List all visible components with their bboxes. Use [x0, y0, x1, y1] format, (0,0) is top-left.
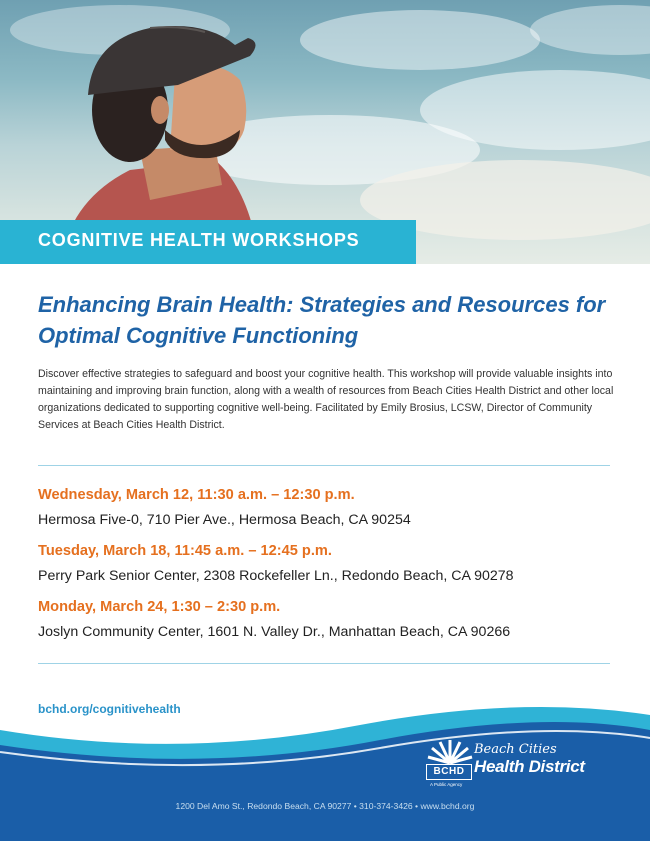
event-date-2: Tuesday, March 18, 11:45 a.m. – 12:45 p.m. — [38, 543, 332, 559]
logo-main-text: Health District — [474, 757, 585, 776]
bchd-logo — [422, 736, 592, 796]
logo-subtext: A Public Agency — [430, 782, 463, 787]
sunburst-icon — [425, 736, 475, 766]
event-location-2: Perry Park Senior Center, 2308 Rockefeller Ln., Redondo Beach, CA 90278 — [38, 568, 514, 584]
divider-top — [38, 465, 610, 466]
logo-box-text: BCHD — [426, 764, 472, 780]
footer-contact: 1200 Del Amo St., Redondo Beach, CA 90277 • 310-374-3426 • www.bchd.org — [175, 801, 475, 811]
logo-top-text: Beach Cities — [474, 742, 557, 757]
website-link[interactable]: bchd.org/cognitivehealth — [38, 702, 181, 716]
workshop-description: Discover effective strategies to safeguard and boost your cognitive health. This workshop will provide valuable insights into maintaining and improving brain function, along with a wealth of resources from Beach Cities Health District and other local organizations dedicated to supporting cognitive well-being. Facilitated by Emily Brosius, LCSW, Director of Community Services at Beach Cities Health District. — [38, 368, 614, 431]
banner-heading: COGNITIVE HEALTH WORKSHOPS — [38, 230, 360, 250]
event-location-1: Hermosa Five-0, 710 Pier Ave., Hermosa Beach, CA 90254 — [38, 512, 411, 528]
section-banner — [0, 220, 416, 264]
workshop-title: Enhancing Brain Health: Strategies and Resources for Optimal Cognitive Functioning — [38, 292, 606, 348]
event-date-1: Wednesday, March 12, 11:30 a.m. – 12:30 p.m. — [38, 487, 355, 503]
divider-bottom — [38, 663, 610, 664]
event-date-3: Monday, March 24, 1:30 – 2:30 p.m. — [38, 599, 281, 615]
event-location-3: Joslyn Community Center, 1601 N. Valley Dr., Manhattan Beach, CA 90266 — [38, 624, 511, 640]
